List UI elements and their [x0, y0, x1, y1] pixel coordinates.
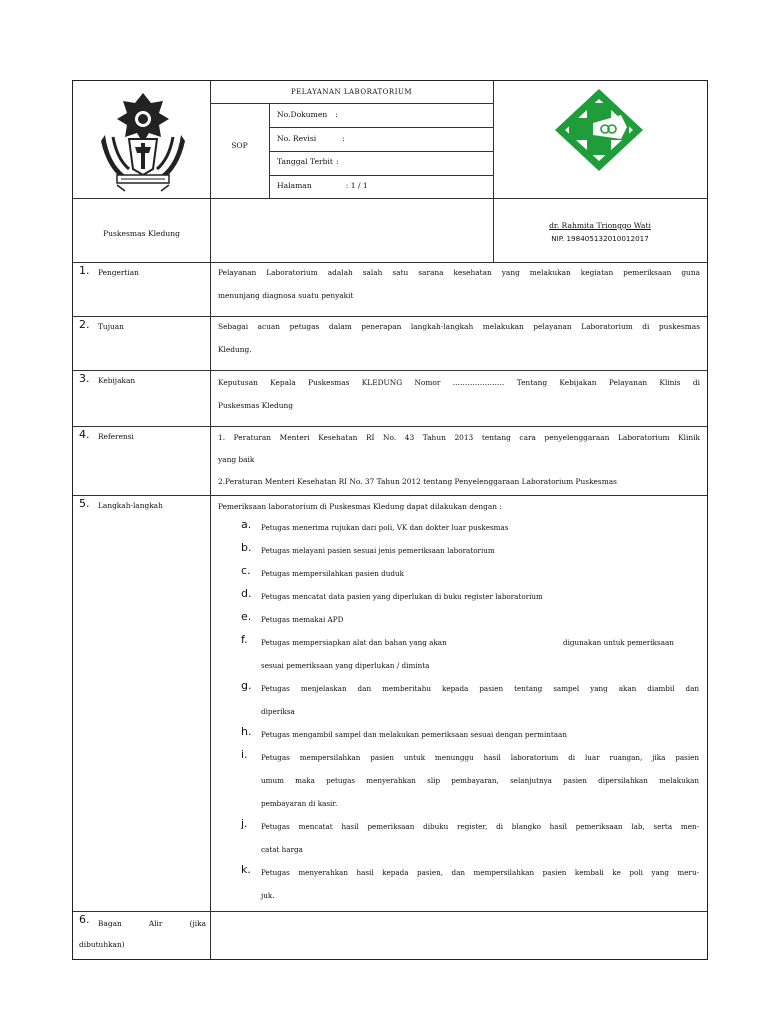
- section-number: 3.: [79, 372, 90, 385]
- section-label: Tujuan: [98, 322, 124, 331]
- section-kebijakan: [73, 371, 707, 427]
- langkah-intro: Pemeriksaan laboratorium di Puskesmas Kledung dapat dilakukan dengan :: [218, 502, 502, 511]
- pengertian-line-2: menunjang diagnosa suatu penyakit: [218, 291, 354, 300]
- org-name: Puskesmas Kledung: [102, 229, 181, 238]
- step-b: Petugas melayani pasien sesuai jenis pemeriksaan laboratorium: [261, 546, 495, 555]
- step-i-line-1: Petugas mempersilahkan pasien untuk menunggu hasil laboratorium di luar ruangan, jika pasien: [261, 753, 699, 762]
- step-letter: b.: [241, 541, 252, 554]
- step-letter: c.: [241, 564, 251, 577]
- org-row: [73, 199, 707, 263]
- step-g-line-2: diperiksa: [261, 707, 295, 716]
- field-no-dokumen: No.Dokumen :: [277, 110, 338, 119]
- section-number: 1.: [79, 264, 90, 277]
- step-g-line-1: Petugas menjelaskan dan memberitahu kepada pasien tentang sampel yang akan diambil dan: [261, 684, 699, 693]
- field-no-revisi: No. Revisi :: [277, 134, 345, 143]
- section-pengertian: [73, 263, 707, 317]
- step-e: Petugas memakai APD: [261, 615, 344, 624]
- step-letter: g.: [241, 679, 252, 692]
- section-tujuan: [73, 317, 707, 371]
- puskesmas-logo: [551, 87, 647, 173]
- step-letter: j.: [241, 817, 248, 830]
- regency-crest-logo: [95, 89, 191, 193]
- section-referensi: [73, 427, 707, 496]
- step-letter: i.: [241, 748, 248, 761]
- section-label: Kebijakan: [98, 376, 136, 385]
- section-number: 6.: [79, 913, 90, 926]
- sop-label: SOP: [231, 141, 248, 150]
- referensi-line-2: yang baik: [218, 455, 255, 464]
- tujuan-line-1: Sebagai acuan petugas dalam penerapan langkah-langkah melakukan pelayanan Laboratorium di puskesmas: [218, 322, 700, 331]
- step-letter: d.: [241, 587, 252, 600]
- field-halaman: Halaman : 1 / 1: [277, 181, 368, 190]
- step-i-line-2: umum maka petugas menyerahkan slip pembayaran, selanjutnya pasien dipersilahkan melakukan: [261, 776, 699, 785]
- referensi-line-1: 1. Peraturan Menteri Kesehatan RI No. 43 Tahun 2013 tentang cara penyelenggaraan Laboratorium Klinik: [218, 433, 700, 442]
- step-h: Petugas mengambil sampel dan melakukan pemeriksaan sesuai dengan permintaan: [261, 730, 567, 739]
- kebijakan-line-2: Puskesmas Kledung: [218, 401, 293, 410]
- pengertian-line-1: Pelayanan Laboratorium adalah salah satu sarana kesehatan yang melakukan kegiatan pemeriksaan guna: [218, 268, 700, 277]
- step-k-line-1: Petugas menyerahkan hasil kepada pasien, dan mempersilahkan pasien kembali ke poli yang meru-: [261, 868, 699, 877]
- section-label: Pengertian: [98, 268, 139, 277]
- section-label: Referensi: [98, 432, 134, 441]
- referensi-line-3: 2.Peraturan Menteri Kesehatan RI No. 37 Tahun 2012 tentang Penyelenggaraan Laboratorium Puskesmas: [218, 477, 617, 486]
- kebijakan-line-1: Keputusan Kepala Puskesmas KLEDUNG Nomor ………………… Tentang Kebijakan Pelayanan Klinis di: [218, 378, 700, 387]
- step-j-line-1: Petugas mencatat hasil pemeriksaan dibuku register, di blangko hasil pemeriksaan lab, serta men-: [261, 822, 699, 831]
- step-letter: k.: [241, 863, 251, 876]
- step-j-line-2: catat harga: [261, 845, 303, 854]
- section-number: 4.: [79, 428, 90, 441]
- step-f-line-1b: digunakan untuk pemeriksaan: [563, 638, 674, 647]
- section-number: 2.: [79, 318, 90, 331]
- step-d: Petugas mencatat data pasien yang diperlukan di buku register laboratorium: [261, 592, 543, 601]
- document-title: PELAYANAN LABORATORIUM: [290, 88, 413, 96]
- section-bagan-alir: [73, 912, 707, 959]
- sop-document: [72, 80, 708, 960]
- section-label: Langkah-langkah: [98, 501, 163, 510]
- step-c: Petugas mempersilahkan pasien duduk: [261, 569, 404, 578]
- tujuan-line-2: Kledung.: [218, 345, 252, 354]
- step-f-line-2: sesuai pemeriksaan yang diperlukan / diminta: [261, 661, 430, 670]
- signatory-name: dr. Rahmita Trionggo Wati: [549, 221, 651, 230]
- step-letter: h.: [241, 725, 252, 738]
- step-k-line-2: juk.: [261, 891, 275, 900]
- header-block: [73, 81, 707, 199]
- step-a: Petugas menerima rujukan dari poli, VK dan dokter luar puskesmas: [261, 523, 509, 532]
- signatory-nip: NIP. 198405132010012017: [551, 234, 649, 243]
- step-f-line-1a: Petugas mempersiapkan alat dan bahan yang akan: [261, 638, 447, 647]
- section-label: Bagan Alir (jika: [98, 919, 206, 928]
- section-label-line-2: dibutuhkan): [79, 940, 125, 949]
- step-letter: e.: [241, 610, 252, 623]
- field-tanggal-terbit: Tanggal Terbit :: [277, 157, 339, 166]
- section-number: 5.: [79, 497, 90, 510]
- section-langkah: [73, 496, 707, 912]
- step-letter: a.: [241, 518, 252, 531]
- step-letter: f.: [241, 633, 248, 646]
- step-i-line-3: pembayaran di kasir.: [261, 799, 338, 808]
